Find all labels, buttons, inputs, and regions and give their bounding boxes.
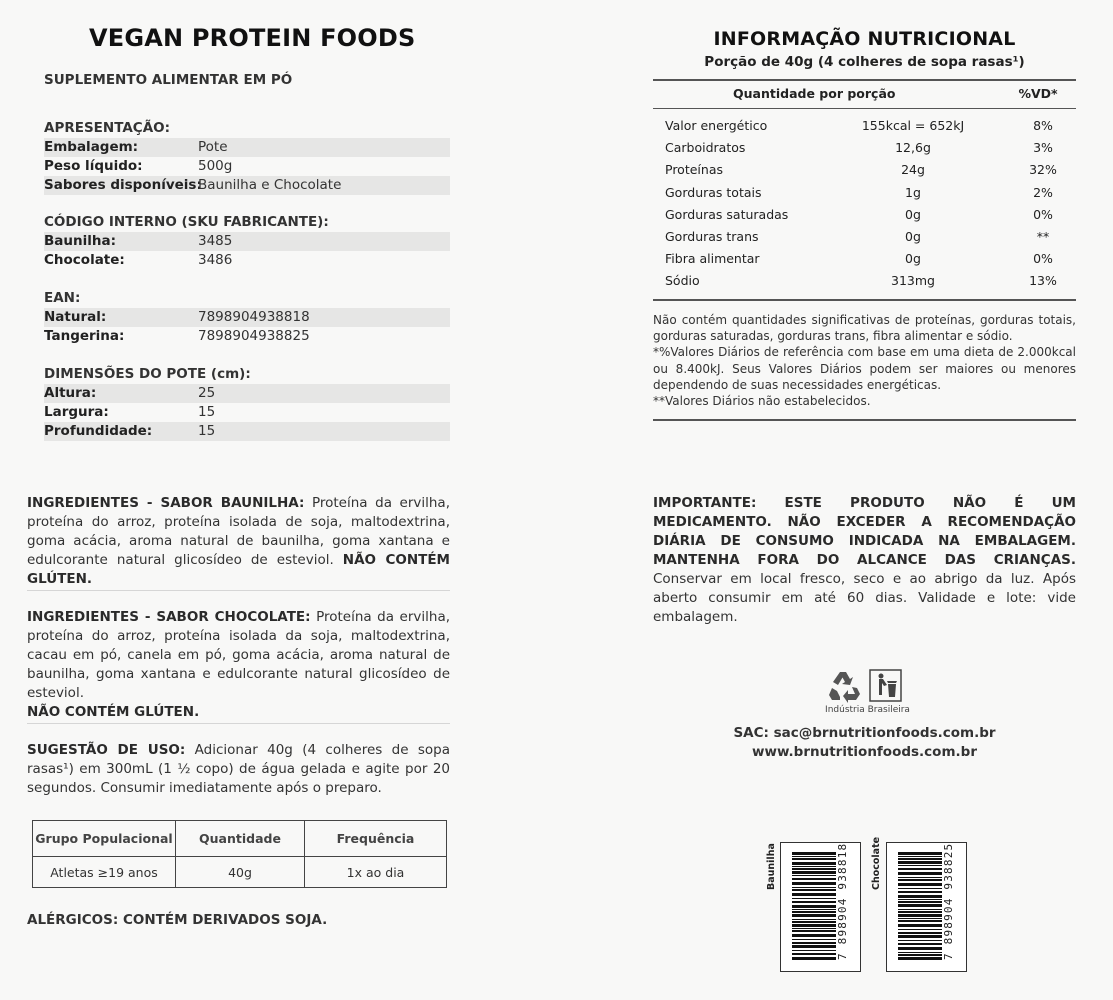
website-link[interactable]: www.brnutritionfoods.com.br <box>752 744 977 760</box>
barcode-bar <box>792 924 836 927</box>
ingredients-chocolate: INGREDIENTES - SABOR CHOCOLATE: Proteína da ervilha, proteína do arroz, proteína isolada da soja, maltodextrina, cacau em pó, canela em pó, goma acácia, aroma natural de baunilha, goma xantana e edulcorante natural glicosídeo de esteviol. NÃO CONTÉM GLÚTEN. <box>27 609 451 720</box>
barcode-bar <box>898 861 942 864</box>
usage-header-quantity: Quantidade <box>176 821 305 857</box>
nutrition-row <box>653 182 1076 204</box>
ean-row: Natural: 7898904938818 <box>44 308 450 327</box>
barcode-bar <box>898 877 942 878</box>
barcode-bar <box>898 918 942 919</box>
barcode-bar <box>792 950 836 951</box>
barcode-bar <box>898 895 942 898</box>
barcode-bar <box>898 943 942 945</box>
barcode-bar <box>792 893 836 896</box>
barcode-bar <box>792 882 836 885</box>
barcode-bar <box>792 939 836 940</box>
usage-cell: 1x ao dia <box>305 857 447 888</box>
nutrient-name: Gorduras trans <box>665 229 759 244</box>
nutrient-amount: 313mg <box>891 273 935 289</box>
ean-row: Tangerina: 7898904938825 <box>44 328 310 344</box>
nutrient-name: Proteínas <box>665 162 723 178</box>
barcode-bar <box>792 858 836 860</box>
barcode-digits: 7 898904 938825 <box>942 842 955 960</box>
barcode-bars <box>792 852 836 962</box>
barcode-bar <box>792 875 836 876</box>
barcode-bar <box>898 940 942 941</box>
spec-row: Embalagem: Pote <box>44 138 450 157</box>
barcode-bar <box>792 901 836 903</box>
barcode-bar <box>792 866 836 867</box>
ean-heading: EAN: <box>44 290 81 306</box>
barcode-bar <box>898 957 942 960</box>
barcode-bar <box>898 935 942 938</box>
nutrient-amount: 155kcal = 652kJ <box>861 118 965 133</box>
sku-heading: CÓDIGO INTERNO (SKU FABRICANTE): <box>44 214 329 230</box>
barcode-bar <box>898 865 942 866</box>
barcode-bar <box>792 871 836 874</box>
ingredients-baunilha: INGREDIENTES - SABOR BAUNILHA: Proteína da ervilha, proteína do arroz, proteína isolada de soja, maltodextrina, goma acácia, aroma natural de baunilha, goma xantana e edulcorante natural glicosídeo de esteviol. NÃO CONTÉM GLÚTEN. <box>27 495 450 587</box>
barcode-bar <box>898 868 942 870</box>
divider <box>27 723 450 724</box>
dimensoes-heading: DIMENSÕES DO POTE (cm): <box>44 366 251 382</box>
barcode-bar <box>792 921 836 923</box>
barcode-label: Chocolate <box>871 836 882 890</box>
nutrient-amount: 0g <box>905 251 921 267</box>
nutrient-name: Gorduras totais <box>665 184 762 200</box>
nutrient-vd: 32% <box>1029 162 1057 178</box>
dim-row: Largura: 15 <box>44 404 216 420</box>
nutrition-row <box>653 204 1076 226</box>
barcode-bar <box>898 914 942 917</box>
barcode-bar <box>792 905 836 908</box>
usage-suggestion: SUGESTÃO DE USO: Adicionar 40g (4 colheres de sopa rasas¹) em 300mL (1 ½ copo) de água gelada e agite por 20 segundos. Consumir imediatamente após o preparo. <box>27 742 450 796</box>
nutrient-amount: 12,6g <box>895 140 931 156</box>
barcode-bar <box>898 952 942 953</box>
nutrition-header: Quantidade por porção %VD* <box>733 86 1058 101</box>
barcode-bar <box>898 929 942 930</box>
spec-row: Sabores disponíveis: Baunilha e Chocolate <box>44 176 450 195</box>
nutrient-amount: 0g <box>905 206 921 222</box>
barcode-bar <box>792 889 836 891</box>
barcode-bar <box>898 883 942 886</box>
usage-table <box>32 820 447 888</box>
nutrient-name: Sódio <box>665 273 700 289</box>
barcode-bar <box>898 911 942 913</box>
nutrient-name: Fibra alimentar <box>665 251 760 267</box>
barcode-label: Baunilha <box>766 843 777 890</box>
important-warning: IMPORTANTE: ESTE PRODUTO NÃO É UM MEDICAMENTO. NÃO EXCEDER A RECOMENDAÇÃO DIÁRIA DE CONSUMO INDICADA NA EMBALAGEM. MANTENHA FORA DO ALCANCE DAS CRIANÇAS. Conservar em local fresco, seco e ao abrigo da luz. Após aberto consumir em até 60 dias. Validade e lote: vide embalagem. <box>653 495 1076 625</box>
barcode-bar <box>792 942 836 944</box>
barcode-bar <box>898 924 942 927</box>
nutrient-vd: 13% <box>1029 273 1057 289</box>
barcode-bar <box>898 891 942 893</box>
spec-row: Peso líquido: 500g <box>44 158 233 174</box>
nutrient-vd: 3% <box>1033 140 1053 156</box>
nutrient-name: Valor energético <box>665 118 768 133</box>
product-title: VEGAN PROTEIN FOODS <box>89 24 416 52</box>
nutrition-row <box>653 270 1076 292</box>
nutrition-row <box>653 137 1076 159</box>
nutrient-vd: 8% <box>1033 118 1053 133</box>
nutrition-row <box>653 159 1076 181</box>
barcode-bar <box>898 904 942 907</box>
table-rule <box>653 299 1076 301</box>
sku-row: Baunilha: 3485 <box>44 232 450 251</box>
nutrient-name: Carboidratos <box>665 140 746 156</box>
barcode-bar <box>792 909 836 910</box>
barcode-bar <box>792 930 836 932</box>
nutrition-row <box>653 115 1076 137</box>
barcode-bar <box>792 934 836 937</box>
barcode-bar <box>792 887 836 888</box>
barcode-bar <box>792 911 836 913</box>
sku-row: Chocolate: 3486 <box>44 252 233 268</box>
table-rule <box>653 108 1076 109</box>
recycle-icon <box>827 668 863 704</box>
divider <box>27 590 450 591</box>
nutrient-amount: 24g <box>901 162 925 178</box>
barcode-bar <box>792 852 836 855</box>
sac-email-link[interactable]: SAC: sac@brnutritionfoods.com.br <box>733 725 996 741</box>
barcode-bar <box>792 878 836 880</box>
barcode-bar <box>898 858 942 860</box>
table-rule <box>653 419 1076 421</box>
barcode-bar <box>898 954 942 956</box>
barcode-bar <box>792 868 836 870</box>
nutrient-vd: 2% <box>1033 184 1053 200</box>
nutrient-amount: 1g <box>905 184 921 200</box>
barcode-bar <box>898 901 942 903</box>
barcode-bar <box>792 957 836 960</box>
portion-size: Porção de 40g (4 colheres de sopa rasas¹) <box>704 54 1025 70</box>
barcode-bars <box>898 852 942 962</box>
dim-row: Profundidade: 15 <box>44 422 450 441</box>
nutrition-notes: Não contém quantidades significativas de proteínas, gorduras totais, gorduras saturadas, gorduras trans, fibra alimentar e sódio. *%Valores Diários de referência com base em uma dieta de 2.000kcal ou 8.400kJ. Seus Valores Diários podem ser maiores ou menores dependendo de suas necessidades energéticas. **Valores Diários não estabelecidos. <box>653 313 1076 409</box>
barcode-bar <box>898 852 942 855</box>
barcode-bar <box>898 947 942 950</box>
nutrition-row <box>653 248 1076 270</box>
barcode-bar <box>898 920 942 922</box>
nutrient-vd: 0% <box>1033 206 1053 222</box>
barcode-bar <box>898 856 942 857</box>
apresentacao-heading: APRESENTAÇÃO: <box>44 120 171 136</box>
barcode-bar <box>792 914 836 917</box>
table-rule <box>653 79 1076 81</box>
nutrition-title: INFORMAÇÃO NUTRICIONAL <box>713 28 1016 50</box>
nutrient-vd: ** <box>1036 229 1050 244</box>
barcode-bar <box>898 872 942 875</box>
barcode-bar <box>898 909 942 910</box>
barcode-bar <box>792 953 836 955</box>
barcode-bar <box>898 888 942 889</box>
barcode-bar <box>898 899 942 900</box>
barcode-bar <box>898 932 942 934</box>
allergens: ALÉRGICOS: CONTÉM DERIVADOS SOJA. <box>27 912 328 928</box>
barcode-bar <box>792 862 836 865</box>
nutrition-row <box>653 226 1076 248</box>
industry-label: Indústria Brasileira <box>825 705 910 715</box>
trash-bin-icon <box>869 669 902 702</box>
nutrient-amount: 0g <box>905 229 921 244</box>
barcode-bar <box>792 919 836 920</box>
barcode-bar <box>792 945 836 948</box>
usage-header-group: Grupo Populacional <box>33 821 176 857</box>
barcode-bar <box>792 856 836 857</box>
barcode-digits: 7 898904 938818 <box>836 842 849 960</box>
product-subtitle: SUPLEMENTO ALIMENTAR EM PÓ <box>44 72 293 88</box>
usage-cell: Atletas ≥19 anos <box>33 857 176 888</box>
nutrient-name: Gorduras saturadas <box>665 206 789 222</box>
usage-cell: 40g <box>176 857 305 888</box>
contact-info <box>653 724 1076 762</box>
barcode-bar <box>792 898 836 899</box>
barcode-bar <box>792 928 836 929</box>
barcode-bar <box>898 879 942 881</box>
dim-row: Altura: 25 <box>44 384 450 403</box>
usage-header-frequency: Frequência <box>305 821 447 857</box>
nutrient-vd: 0% <box>1033 251 1053 267</box>
